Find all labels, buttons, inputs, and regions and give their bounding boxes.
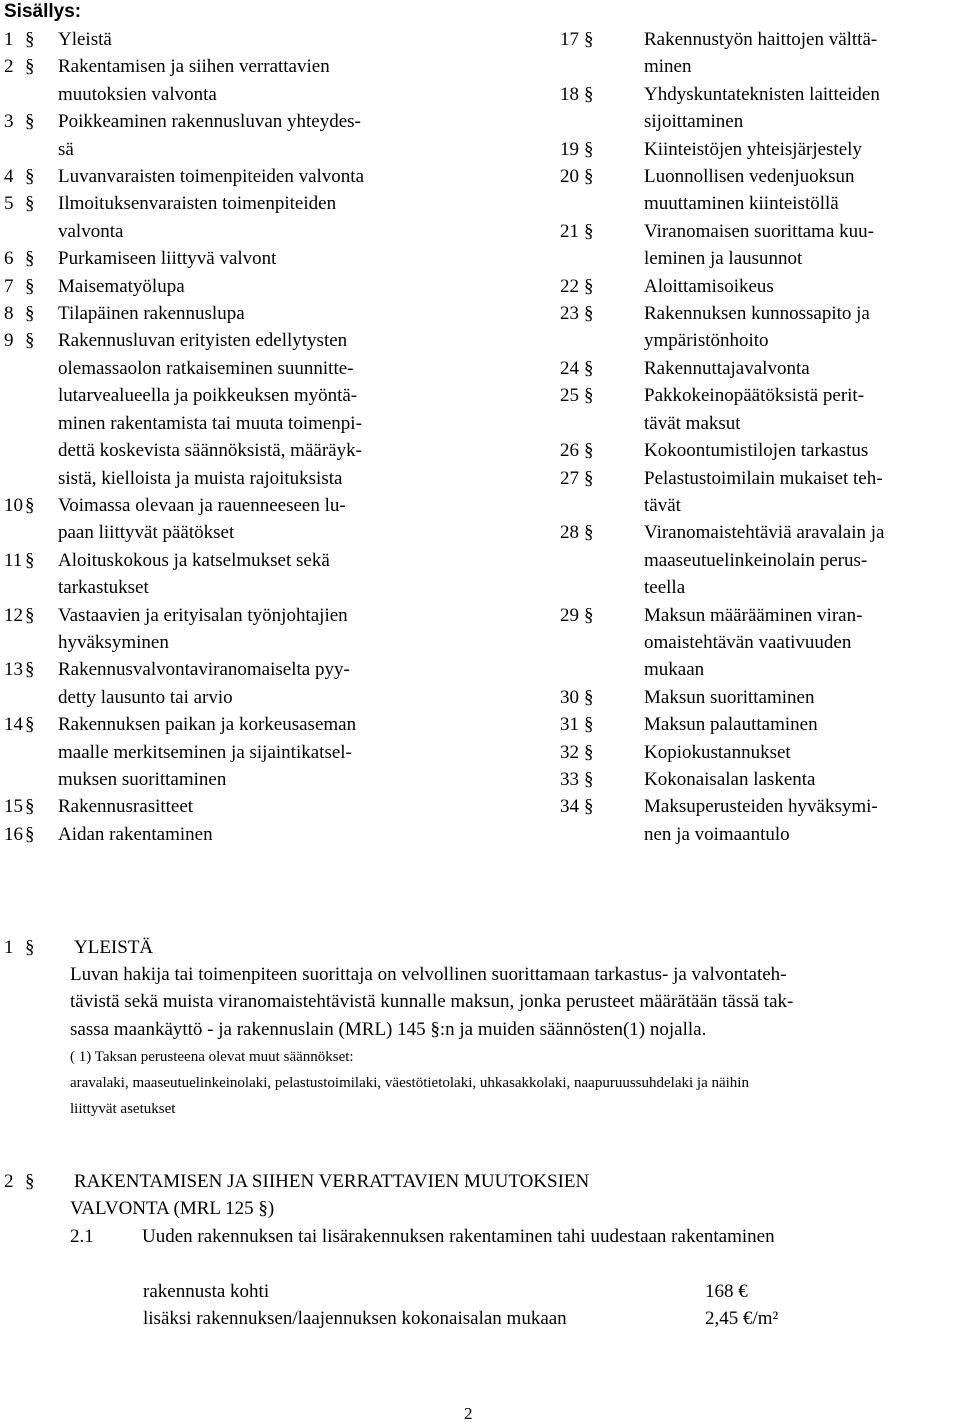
section-symbol: § (25, 330, 35, 352)
toc-entry-text: Rakennustyön haittojen välttä- (644, 29, 878, 50)
section-number: 2 (4, 1171, 14, 1192)
section-symbol: § (584, 357, 594, 379)
toc-entry-number: 2 (4, 56, 14, 78)
toc-entry-text: tävät (644, 494, 681, 516)
toc-entry-text: Ilmoituksenvaraisten toimenpiteiden (58, 193, 337, 215)
toc-entry-text: Luvanvaraisten toimenpiteiden valvonta (58, 166, 365, 188)
toc-entry-text: Yhdyskuntateknisten laitteiden (644, 83, 880, 105)
toc-entry (4, 547, 444, 602)
section-number: 1 (4, 937, 14, 958)
toc-entry-text: Maksun palauttaminen (644, 714, 818, 736)
section-symbol: § (584, 686, 594, 708)
toc-entry-number: 15 (4, 796, 23, 818)
toc-entry (560, 465, 950, 520)
toc-entry-text: paan liittyvät päätökset (58, 522, 235, 544)
toc-entry (4, 711, 444, 793)
toc-entry-text: maalle merkitseminen ja sijaintikatsel- (58, 741, 352, 763)
toc-entry-text: detty lausunto tai arvio (58, 686, 233, 708)
toc-entry (4, 656, 444, 711)
toc-entry (4, 793, 444, 820)
toc-entry (4, 821, 444, 848)
section-symbol: § (584, 741, 594, 763)
toc-entry-text: tarkastukset (58, 577, 149, 599)
section-symbol: § (584, 385, 594, 407)
section-symbol: § (25, 275, 35, 297)
toc-entry-text: Maksun määrääminen viran- (644, 604, 863, 626)
page-number: 2 (464, 1404, 473, 1423)
toc-entry (560, 437, 950, 464)
section-title: YLEISTÄ (74, 937, 154, 958)
toc-entry-number: 34 (560, 796, 579, 818)
section-symbol: § (25, 659, 35, 681)
toc-entry-number: 13 (4, 659, 23, 681)
fee-label: lisäksi rakennuksen/laajennuksen kokonaisalan mukaan (143, 1308, 567, 1329)
toc-entry (560, 136, 950, 163)
toc-entry-text: dettä koskevista säännöksistä, määräyk- (58, 440, 362, 462)
toc-entry-text: Aidan rakentaminen (58, 823, 213, 845)
section-symbol: § (584, 166, 594, 188)
toc-entry-number: 25 (560, 385, 579, 407)
section-symbol: § (25, 56, 35, 78)
toc-entry-number: 3 (4, 111, 14, 133)
section-symbol: § (25, 303, 35, 325)
toc-entry-number: 28 (560, 522, 579, 544)
toc-entry-number: 21 (560, 220, 579, 242)
toc-entry-text: Kopiokustannukset (644, 741, 791, 763)
section-symbol: § (25, 111, 35, 133)
toc-entry (560, 382, 950, 437)
section-symbol: § (584, 303, 594, 325)
toc-entry-number: 33 (560, 768, 579, 790)
section-symbol: § (584, 83, 594, 105)
toc-entry-text: Rakentamisen ja siihen verrattavien (58, 56, 330, 78)
toc-entry (560, 519, 950, 601)
toc-entry-text: Pakkokeinopäätöksistä perit- (644, 385, 865, 407)
toc-entry-number: 1 (4, 29, 14, 50)
section-symbol: § (584, 275, 594, 297)
section-symbol: § (584, 29, 594, 50)
toc-entry (560, 684, 950, 711)
toc-entry-text: Yleistä (58, 29, 112, 50)
toc-entry-text: ympäristönhoito (644, 330, 769, 352)
section-symbol: § (584, 467, 594, 489)
subsection-2-1 (70, 1223, 955, 1250)
subsection-text: Uuden rakennuksen tai lisärakennuksen rakentaminen tahi uudestaan rakentaminen (142, 1226, 775, 1247)
toc-entry (4, 492, 444, 547)
toc-entry-text: muksen suorittaminen (58, 768, 227, 790)
toc-entry (4, 53, 444, 108)
toc-entry-number: 7 (4, 275, 14, 297)
toc-entry-number: 5 (4, 193, 14, 215)
section-symbol: § (25, 494, 35, 516)
body-line: tävistä sekä muista viranomaistehtävistä kunnalle maksun, jonka perusteet määrätään tässä tak- (70, 991, 794, 1013)
toc-entry (4, 163, 444, 190)
toc-entry-number: 23 (560, 303, 579, 325)
toc-entry-text: Rakennusvalvontaviranomaiselta pyy- (58, 659, 350, 681)
toc-entry-number: 10 (4, 494, 23, 516)
toc-entry (4, 273, 444, 300)
toc-entry-text: Viranomaistehtäviä aravalain ja (644, 522, 885, 544)
toc-entry-text: lutarvealueella ja poikkeuksen myöntä- (58, 385, 358, 407)
toc-entry-text: sijoittaminen (644, 111, 744, 133)
section-symbol: § (25, 796, 35, 818)
body-line: Luvan hakija tai toimenpiteen suorittaja on velvollinen suorittamaan tarkastus- ja valvontateh- (70, 964, 787, 985)
toc-entry-text: muuttaminen kiinteistöllä (644, 193, 839, 215)
toc-entry-text: olemassaolon ratkaiseminen suunnitte- (58, 357, 354, 379)
toc-entry-number: 20 (560, 166, 579, 188)
toc-entry-text: Rakennusrasitteet (58, 796, 194, 818)
toc-entry-number: 27 (560, 467, 579, 489)
toc-entry-text: tävät maksut (644, 412, 741, 434)
toc-entry-text: Viranomaisen suorittama kuu- (644, 220, 874, 242)
toc-entry-text: Luonnollisen vedenjuoksun (644, 166, 855, 188)
toc-entry-number: 14 (4, 714, 23, 736)
toc-entry-text: sistä, kielloista ja muista rajoituksista (58, 467, 343, 489)
toc-entry-number: 6 (4, 248, 14, 270)
toc-entry (560, 81, 950, 136)
fee-row (143, 1278, 748, 1305)
toc-entry-text: valvonta (58, 220, 124, 242)
toc-entry-number: 17 (560, 29, 579, 50)
toc-entry (560, 355, 950, 382)
toc-entry (4, 602, 444, 657)
toc-entry (4, 300, 444, 327)
toc-entry-text: leminen ja lausunnot (644, 248, 803, 270)
toc-entry-number: 12 (4, 604, 23, 626)
footnote-line: liittyvät asetukset (70, 1101, 176, 1117)
section-2-heading-line2: VALVONTA (MRL 125 §) (70, 1198, 275, 1219)
toc-entry-text: muutoksien valvonta (58, 83, 217, 105)
section-symbol: § (584, 796, 594, 818)
toc-entry (4, 26, 444, 53)
section-symbol: § (25, 604, 35, 626)
footnote-line: ( 1) Taksan perusteena olevat muut säännökset: (70, 1049, 354, 1065)
section-symbol: § (584, 522, 594, 544)
toc-entry-number: 19 (560, 138, 579, 160)
fee-label: rakennusta kohti (143, 1281, 270, 1302)
section-symbol: § (584, 440, 594, 462)
toc-entry-text: Maksun suorittaminen (644, 686, 815, 708)
toc-entry-number: 30 (560, 686, 579, 708)
toc-entry (4, 327, 444, 491)
section-symbol: § (584, 768, 594, 790)
toc-entry (560, 163, 950, 218)
toc-title: Sisällys: (4, 1, 82, 22)
toc-entry-number: 29 (560, 604, 579, 626)
toc-entry-number: 22 (560, 275, 579, 297)
toc-entry (4, 108, 444, 163)
toc-entry-text: Aloittamisoikeus (644, 275, 774, 297)
toc-entry (4, 190, 444, 245)
toc-entry-text: Poikkeaminen rakennusluvan yhteydes- (58, 111, 361, 133)
toc-entry-text: nen ja voimaantulo (644, 823, 790, 845)
toc-entry-text: Purkamiseen liittyvä valvont (58, 248, 277, 270)
section-symbol: § (584, 220, 594, 242)
body-line: sassa maankäyttö - ja rakennuslain (MRL) 145 §:n ja muiden säännösten(1) nojalla. (70, 1018, 707, 1040)
toc-entry-number: 9 (4, 330, 14, 352)
section-symbol: § (584, 138, 594, 160)
toc-entry-text: sä (58, 138, 74, 160)
toc-entry-text: Kokoontumistilojen tarkastus (644, 440, 869, 462)
section-symbol: § (25, 1171, 35, 1192)
toc-entry-text: minen (644, 56, 692, 78)
section-symbol: § (25, 549, 35, 571)
toc-entry-text: hyväksyminen (58, 631, 169, 653)
toc-entry (560, 218, 950, 273)
toc-entry (560, 739, 950, 766)
section-symbol: § (25, 166, 35, 188)
section-1-body (70, 961, 955, 1043)
toc-entry-text: Rakennuttajavalvonta (644, 357, 810, 379)
toc-entry-text: Voimassa olevaan ja rauenneeseen lu- (58, 494, 346, 516)
section-symbol: § (584, 714, 594, 736)
section-title: RAKENTAMISEN JA SIIHEN VERRATTAVIEN MUUTOKSIEN (74, 1171, 590, 1192)
toc-entry-number: 26 (560, 440, 579, 462)
fee-amount: 2,45 €/m² (705, 1308, 779, 1329)
toc-entry (560, 766, 950, 793)
toc-entry-text: Rakennuksen paikan ja korkeusaseman (58, 714, 357, 736)
toc-entry-text: omaistehtävän vaativuuden (644, 631, 852, 653)
toc-entry-number: 11 (4, 549, 23, 571)
section-symbol: § (25, 823, 35, 845)
toc-entry-text: Kokonaisalan laskenta (644, 768, 816, 790)
toc-entry-text: Rakennusluvan erityisten edellytysten (58, 330, 348, 352)
section-symbol: § (25, 937, 35, 958)
section-symbol: § (584, 604, 594, 626)
toc-entry (4, 245, 444, 272)
section-symbol: § (25, 193, 35, 215)
toc-entry-number: 4 (4, 166, 14, 188)
subsection-number: 2.1 (70, 1226, 94, 1247)
toc-entry (560, 273, 950, 300)
toc-entry-number: 24 (560, 357, 579, 379)
toc-entry-text: Aloituskokous ja katselmukset sekä (58, 549, 330, 571)
toc-entry-text: teella (644, 577, 686, 599)
footnote-line: aravalaki, maaseutuelinkeinolaki, pelastustoimilaki, väestötietolaki, uhkasakkolaki, naapuruussuhdelaki ja näihin (70, 1075, 749, 1091)
toc-entry-text: Rakennuksen kunnossapito ja (644, 303, 870, 325)
section-1-footnote (70, 1045, 955, 1121)
section-symbol: § (25, 248, 35, 270)
fee-row (143, 1305, 779, 1332)
toc-entry-text: mukaan (644, 659, 705, 681)
toc-entry-number: 18 (560, 83, 579, 105)
toc-entry (560, 711, 950, 738)
toc-entry-text: Tilapäinen rakennuslupa (58, 303, 245, 325)
toc-entry-number: 31 (560, 714, 579, 736)
toc-entry-text: minen rakentamista tai muuta toimenpi- (58, 412, 362, 434)
fee-amount: 168 € (705, 1281, 748, 1302)
toc-entry (560, 26, 950, 81)
toc-entry-number: 16 (4, 823, 23, 845)
toc-entry-text: Pelastustoimilain mukaiset teh- (644, 467, 883, 489)
section-symbol: § (25, 29, 35, 50)
toc-entry-number: 32 (560, 741, 579, 763)
toc-entry-text: Maksuperusteiden hyväksymi- (644, 796, 878, 818)
toc-right-column (560, 26, 950, 848)
toc-entry (560, 793, 950, 848)
toc-entry-text: maaseutuelinkeinolain perus- (644, 549, 868, 571)
toc-entry-text: Kiinteistöjen yhteisjärjestely (644, 138, 862, 160)
toc-left-column (4, 26, 444, 848)
toc-entry-text: Vastaavien ja erityisalan työnjohtajien (58, 604, 348, 626)
toc-entry (560, 300, 950, 355)
toc-entry (560, 602, 950, 684)
toc-entry-text: Maisematyölupa (58, 275, 185, 297)
section-symbol: § (25, 714, 35, 736)
toc-entry-number: 8 (4, 303, 14, 325)
